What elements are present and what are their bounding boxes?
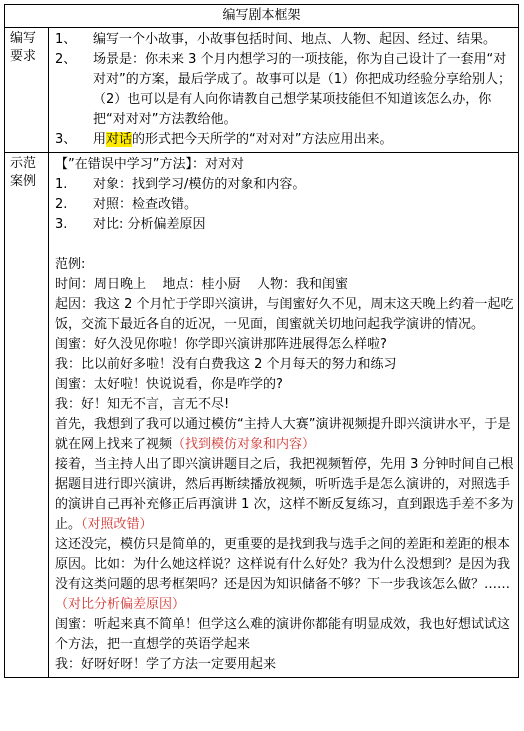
requirement-item (55, 130, 514, 150)
step-number: 3. (55, 217, 68, 232)
dialogue-line: 闺蜜：听起来真不简单！但学这么难的演讲你都能有明显成效，我也好想试试这个方法，把一直想学的英语学起来 (55, 617, 511, 652)
story-paragraph: 首先，我想到了我可以通过模仿“主持人大赛”演讲视频提升即兴演讲水平，于是就在网上找来了视频（找到模仿对象和内容） (55, 417, 511, 452)
method-step (55, 195, 514, 215)
example-heading: 范例: (55, 257, 86, 272)
step-text: 对比: 分析偏差原因 (93, 217, 206, 232)
step-text: 对照：检查改错。 (93, 197, 198, 212)
dialogue-line: 我：好！知无不言，言无不尽! (55, 397, 230, 412)
step-number: 1. (55, 177, 68, 192)
requirement-text: 用对话的形式把今天所学的“对对对”方法应用出来。 (93, 132, 393, 147)
example-label: 示范 案例 (5, 153, 49, 678)
script-framework-table (4, 4, 519, 678)
requirement-number: 2、 (55, 52, 77, 67)
step-number: 2. (55, 197, 68, 212)
spacer (55, 235, 514, 255)
requirement-item (55, 50, 514, 130)
method-step (55, 215, 514, 235)
table-title: 编写剧本框架 (5, 5, 519, 28)
step-tag: （对比分析偏差原因） (55, 597, 186, 612)
requirement-text: 编写一个小故事，小故事包括时间、地点、人物、起因、经过、结果。 (93, 32, 497, 47)
requirement-number: 1、 (55, 32, 77, 47)
dialogue-line: 我：好呀好呀！学了方法一定要用起来 (55, 657, 277, 672)
dialogue-line: 闺蜜：好久没见你啦！你学即兴演讲那阵进展得怎么样啦? (55, 337, 387, 352)
example-content (49, 153, 519, 678)
step-text: 对象：找到学习/模仿的对象和内容。 (93, 177, 306, 192)
requirement-text: 场景是：你未来 3 个月内想学习的一项技能，你为自己设计了一套用“对对对”的方案，最后学成了。故事可以是（1）你把成功经验分享给别人；（2）也可以是有人向你请教自己想学某项技能但不知道该怎么办，你把“对对对”方法教给他。 (93, 52, 512, 127)
step-tag: （对照改错） (81, 517, 153, 532)
requirements-label: 编写 要求 (5, 28, 49, 153)
story-cause: 起因：我这 2 个月忙于学即兴演讲，与闺蜜好久不见，周末这天晚上约着一起吃饭，交流下最近各自的近况，一见面，闺蜜就关切地问起我学演讲的情况。 (55, 297, 514, 332)
story-setting: 时间：周日晚上 地点：桂小厨 人物：我和闺蜜 (55, 277, 349, 292)
dialogue-line: 我：比以前好多啦！没有白费我这 2 个月每天的努力和练习 (55, 357, 397, 372)
method-heading: 【”在错误中学习”方法】：对对对 (55, 157, 244, 172)
dialogue-line: 闺蜜：太好啦！快说说看，你是咋学的? (55, 377, 283, 392)
highlight-dialogue: 对话 (106, 132, 133, 147)
requirement-item (55, 30, 514, 50)
requirement-number: 3、 (55, 132, 77, 147)
story-paragraph: 接着，当主持人出了即兴演讲题目之后，我把视频暂停，先用 3 分钟时间自己根据题目进行即兴演讲，然后再断续播放视频，听听选手是怎么演讲的，对照选手的演讲自己再补充修正后再演讲 1 次，这样不断反复练习，直到跟选手差不多为止。（对照改错） (55, 457, 514, 532)
requirements-content (49, 28, 519, 153)
story-paragraph: 这还没完，模仿只是简单的，更重要的是找到我与选手之间的差距和差距的根本原因。比如：为什么她这样说？这样说有什么好处？我为什么没想到？是因为我没有这类问题的思考框架吗？还是因为知识储备不够？下一步我该怎么做？……（对比分析偏差原因） (55, 537, 511, 612)
step-tag: （找到模仿对象和内容） (172, 437, 316, 452)
method-step (55, 175, 514, 195)
